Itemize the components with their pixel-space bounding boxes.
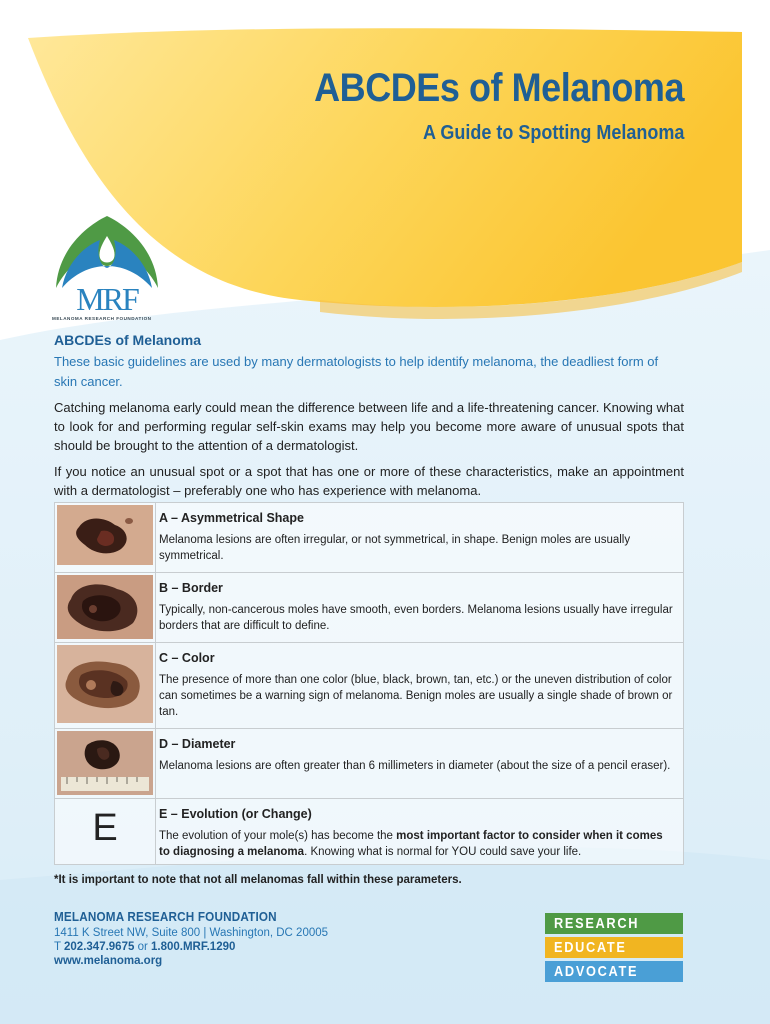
logo-caption: MELANOMA RESEARCH FOUNDATION <box>52 316 152 321</box>
org-phone <box>54 941 328 953</box>
paragraph-early-detection: Catching melanoma early could mean the difference between life and a life-threatening cancer. Knowing what to look for and performing regular self-skin exams may help you become more aware of unusual spots that should be brought to the attention of a dermatologist. <box>54 400 684 453</box>
diameter-mole-image <box>57 731 153 795</box>
row-description: Typically, non-cancerous moles have smooth, even borders. Melanoma lesions usually have irregular borders that are difficult to define. <box>159 604 673 632</box>
row-title: C – Color <box>159 651 215 665</box>
contact-footer <box>54 909 328 967</box>
website-link[interactable]: www.melanoma.org <box>54 955 163 967</box>
intro-text: These basic guidelines are used by many dermatologists to help identify melanoma, the deadliest form of skin cancer. <box>54 354 659 389</box>
educate-badge <box>545 937 683 958</box>
badge-label: EDUCATE <box>554 939 627 956</box>
table-row <box>55 503 684 573</box>
table-row <box>55 643 684 729</box>
phone-separator: or <box>134 941 151 953</box>
table-row <box>55 799 684 865</box>
table-row <box>55 729 684 799</box>
section-heading: ABCDEs of Melanoma <box>54 332 202 348</box>
row-description: The presence of more than one color (blue, black, brown, tan, etc.) or the uneven distribution of color can sometimes be a warning sign of melanoma. Benign moles are usually a single shade of brown or tan. <box>159 674 673 718</box>
color-mole-image <box>57 645 153 723</box>
org-address: 1411 K Street NW, Suite 800 | Washington, DC 20005 <box>54 927 329 939</box>
badge-label: ADVOCATE <box>554 963 639 980</box>
row-description-end: . Knowing what is normal for YOU could save your life. <box>304 846 582 858</box>
page-title: ABCDEs of Melanoma <box>314 66 684 110</box>
table-row <box>55 573 684 643</box>
border-mole-image <box>57 575 153 639</box>
row-description-emphasis: most important factor to consider when it comes to diagnosing a melanoma <box>159 830 663 858</box>
asymmetric-mole-image <box>57 505 153 565</box>
phone-number-local: 202.347.9675 <box>64 941 135 953</box>
mrf-logo-icon <box>52 214 162 314</box>
abcde-table <box>54 502 684 865</box>
badge-label: RESEARCH <box>554 915 640 932</box>
phone-number-tollfree: 1.800.MRF.1290 <box>151 941 236 953</box>
phone-prefix: T <box>54 941 65 953</box>
evolution-letter: E <box>55 799 156 865</box>
logo-text: MRF <box>76 281 138 314</box>
research-badge <box>545 913 683 934</box>
footnote: *It is important to note that not all melanomas fall within these parameters. <box>54 874 462 886</box>
row-title: B – Border <box>159 581 223 595</box>
row-title: D – Diameter <box>159 737 236 751</box>
row-title: E – Evolution (or Change) <box>159 807 312 821</box>
row-description-start: The evolution of your mole(s) has become the <box>159 830 397 842</box>
row-description: Melanoma lesions are often greater than 6 millimeters in diameter (about the size of a pencil eraser). <box>159 760 671 772</box>
page-subtitle: A Guide to Spotting Melanoma <box>422 122 684 144</box>
row-title: A – Asymmetrical Shape <box>159 511 304 525</box>
advocate-badge <box>545 961 683 982</box>
row-description: Melanoma lesions are often irregular, or not symmetrical, in shape. Benign moles are usually symmetrical. <box>159 534 631 562</box>
main-content <box>54 332 684 507</box>
paragraph-appointment: If you notice an unusual spot or a spot that has one or more of these characteristics, make an appointment with a dermatologist – preferably one who has experience with melanoma. <box>54 464 684 498</box>
mrf-logo <box>52 214 162 321</box>
row-description <box>159 828 675 860</box>
org-name: MELANOMA RESEARCH FOUNDATION <box>54 909 277 924</box>
